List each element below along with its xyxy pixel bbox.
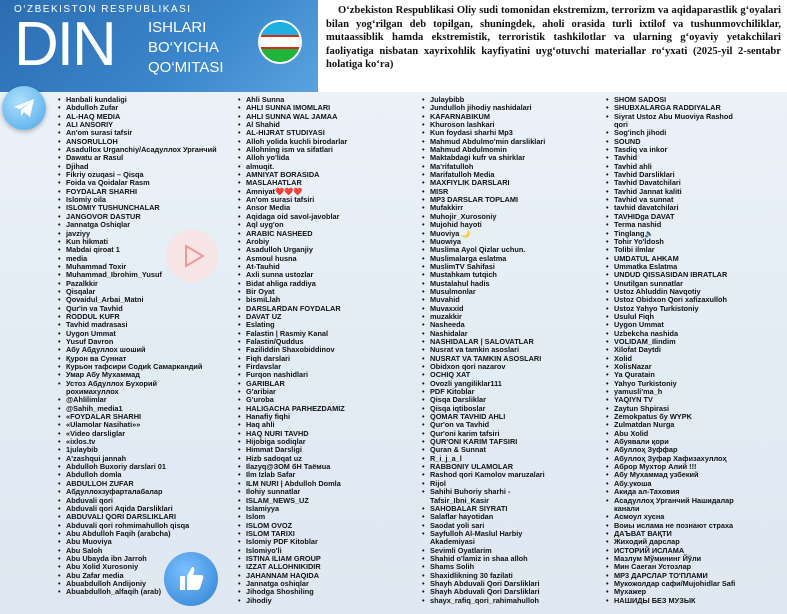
list-item: • Nasheeda (422, 321, 592, 329)
list-item: • Қурон ва Суннат (58, 355, 230, 363)
list-item: • Jannatga Oshiqlar (58, 221, 230, 229)
list-item: • Abu Zafar media (58, 572, 230, 580)
list-item: • Djihad (58, 163, 230, 171)
list-item: • AL-HIJRAT STUDIYASI (238, 129, 408, 137)
list-item: • An'om surasi tafsir (58, 129, 230, 137)
list-item: Akademiyasi (430, 537, 475, 547)
list-item: • Qisqa iqtiboslar (422, 405, 592, 413)
list-item: • ISLOM TARIXI (238, 530, 408, 538)
list-item: • Мукожолдар сафи/Mujohidlar Safi (606, 580, 784, 588)
list-item: • Islomiyo'li (238, 547, 408, 555)
list-item: • Abu Ubayda ibn Jarroh (58, 555, 230, 563)
list-item: • Mabdai qiroat 1 (58, 246, 230, 254)
committee-logo (0, 0, 318, 92)
list-item: • ISLAM_NEWS_UZ (238, 497, 408, 505)
list-item: • Rashod qori Kamolov maruzalari (422, 471, 592, 479)
document-intro (326, 4, 781, 72)
list-item: • Ahli Sunna (238, 96, 408, 104)
list-item: • Quran & Sunnat (422, 446, 592, 454)
list-item: • Акида ал-Таховия (606, 488, 784, 496)
list-item: • Abdulloh domla (58, 471, 230, 479)
list-item: • Marifatulloh Media (422, 171, 592, 179)
list-item: • RODDUL KUFR (58, 313, 230, 321)
list-item: • GARIBLAR (238, 380, 408, 388)
list-item: • Abdulloh Buxoriy darslari 01 (58, 463, 230, 471)
list-item: • МР3 ДАРСЛАР ТО'ПЛАМИ (606, 572, 784, 580)
list-item: • ИСТОРИЙ ИСЛАМА (606, 547, 784, 555)
list-item: • almuqit. (238, 163, 408, 171)
list-item: • UMDATUL AHKAM (606, 255, 784, 263)
materials-list (0, 92, 787, 614)
list-item: • Qur'in va Tavhid (58, 305, 230, 313)
list-item: • At-Tauhid (238, 263, 408, 271)
list-item: • Siyrat Ustoz Abu Muoviya Rashod (606, 113, 784, 121)
list-item: • Falastin | Rasmiy Kanal (238, 330, 408, 338)
list-item: • Abduvali qori Aqida Darsliklari (58, 505, 230, 513)
intro-paragraph: O‘zbekiston Respublikasi Oliy sudi tomonidan ekstremizm, terrorizm va aqidaparastlik g‘oyalari bilan yog‘rilgan deb topilgan, shuningdek, aholi orasida turli ixtilof va tushunmovchiliklar, mutaassiblik hamda ekstremistik, terroristik tashkilotlar va ularning g‘oyaviy yetakchilari faoliyatiga nisbatan xayrixohlik kayfiyatini uyg‘otuvchi materiallar ro‘yxati (2025-yil 2-sentabr holatiga ko‘ra) (326, 5, 781, 70)
list-item: • AMNIYAT BORASIDA (238, 171, 408, 179)
list-item: • Ustoz Obidxon Qori xafizaxulloh (606, 296, 784, 304)
list-item: • Qur'on va Tavhid (422, 421, 592, 429)
list-item: • Kun hikmati (58, 238, 230, 246)
list-item: • SHUBXALARGA RADDIYALAR (606, 104, 784, 112)
list-item: рохимахуллох (66, 387, 119, 397)
list-item: • Hizb sadoqat uz (238, 455, 408, 463)
list-item: • Абуллоҳ Зуфар Хафизахуллоҳ (606, 455, 784, 463)
list-item: • Hijobiga sodiqlar (238, 438, 408, 446)
list-item: • Устоз Абдуллох Бухорий (58, 380, 230, 388)
list-item: • Tavhid madrasasi (58, 321, 230, 329)
list-item: • Qisqa Darsliklar (422, 396, 592, 404)
list-item: • Bidat ahliga raddiya (238, 280, 408, 288)
list-item: • muzakkir (422, 313, 592, 321)
list-item: • Qisqalar (58, 288, 230, 296)
list-item: • Dawatu ar Rasul (58, 154, 230, 162)
list-item: • Hanafiy fiqhi (238, 413, 408, 421)
list-item: • Muhojir_Xurosoniy (422, 213, 592, 221)
list-item: • Tasdiq va inkor (606, 146, 784, 154)
list-item: • Uygon Ummat (606, 321, 784, 329)
list-item: • Zaytun Shpirasi (606, 405, 784, 413)
list-item: • Tavhid Jannat kaliti (606, 188, 784, 196)
list-item: • Muslima Ayol Qizlar uchun. (422, 246, 592, 254)
list-item: • «Ulamolar Nasihati»» (58, 421, 230, 429)
list-item: • media (58, 255, 230, 263)
list-item: • SHOM SADOSI (606, 96, 784, 104)
list-item: • AHLI SUNNA IMOMLARI (238, 104, 408, 112)
list-item: • Muvaxxid (422, 305, 592, 313)
list-item: • Abuabdulloh Andijoniy (58, 580, 230, 588)
list-item: • Abu Xolid (606, 430, 784, 438)
list-item: • «Video darsliglar (58, 430, 230, 438)
list-item: • Tavhid Davatchilari (606, 179, 784, 187)
list-item: • PDF Kitoblar (422, 388, 592, 396)
list-item: • Islamiyya (238, 505, 408, 513)
list-item: • QOMAR TAVHID AHLI (422, 413, 592, 421)
list-item: • Rijol (422, 480, 592, 488)
uzbek-flag-icon (258, 20, 302, 64)
list-item: • Асмоул хусна (606, 513, 784, 521)
list-item: Tafsir_Ibni_Kasir (430, 495, 490, 505)
list-item: • YAQIYN TV (606, 396, 784, 404)
list-item: • Tavhid (606, 154, 784, 162)
list-item: • Shahid o'lamiz in shaa alloh (422, 555, 592, 563)
list-item: • Haq ahli (238, 421, 408, 429)
list-item: • tavhid davatchilari (606, 204, 784, 212)
list-item: • Allohning ism va sifatlari (238, 146, 408, 154)
logo-sub-line-2: BO‘YICHA (148, 39, 219, 56)
list-item: • Ma'rifatulloh (422, 163, 592, 171)
list-item: • FOYDALAR SHARHI (58, 188, 230, 196)
list-item: • Ilm Izlab Safar (238, 471, 408, 479)
list-column-1 (58, 96, 230, 597)
list-item: • Asmoul husna (238, 255, 408, 263)
list-item: • Ya Quratain (606, 371, 784, 379)
list-item: • SAHOBALAR SIYRATI (422, 505, 592, 513)
list-item: • Falastin/Quddus (238, 338, 408, 346)
list-item: • Muoviya 🌙 (422, 230, 592, 238)
list-item: • Абуллоҳ Зуффар (606, 446, 784, 454)
list-item: • НАШИДЫ БЕЗ МУЗЫК (606, 597, 784, 605)
list-item: • Islomiy PDF Kitoblar (238, 538, 408, 546)
list-item: • A'zashqui jannah (58, 455, 230, 463)
list-item: • Uzbekcha nashida (606, 330, 784, 338)
list-item: • G'aribiar (238, 388, 408, 396)
list-item: • Мин Саеган Устозлар (606, 563, 784, 571)
list-item: • Shayh Abduvali Qori Darsliklari (422, 588, 592, 596)
list-item: • DAVAT UZ (238, 313, 408, 321)
list-item: • Tavhid Darsliklari (606, 171, 784, 179)
list-item: • Abduvali qori rohmimahulloh qisqa (58, 522, 230, 530)
list-item: • Mujohid hayoti (422, 221, 592, 229)
list-item: • Kun foydasi sharhi Mp3 (422, 129, 592, 137)
list-item: • bismiLlah (238, 296, 408, 304)
list-item: • XolisNazar (606, 363, 784, 371)
list-item: • NUSRAT VA TAMKIN ASOSLARI (422, 355, 592, 363)
list-item: • UNDUD QISSASIDAN IBRATLAR (606, 271, 784, 279)
list-item: • Foida va Qoidalar Rasm (58, 179, 230, 187)
list-item: • Al Shahid (238, 121, 408, 129)
list-item: • ABDUVALI QORI DARSLIKLARI (58, 513, 230, 521)
list-item: • Умар Абу Мухаммад (58, 371, 230, 379)
list-item: • Firdavslar (238, 363, 408, 371)
list-item: • Islom (238, 513, 408, 521)
list-item: • Tohir Yo'ldosh (606, 238, 784, 246)
list-item: • Sevimli Oyatlarim (422, 547, 592, 555)
list-item: • Ilohiy sunnatlar (238, 488, 408, 496)
list-item: • JAHANNAM HAQIDA (238, 572, 408, 580)
list-item: • Arobiy (238, 238, 408, 246)
list-item: • QUR'ONI KARIM TAFSIRI (422, 438, 592, 446)
list-column-3 (422, 96, 592, 605)
list-item: • Xolid (606, 355, 784, 363)
list-item: • javziyy (58, 230, 230, 238)
list-item: • Jihodga Shoshiling (238, 588, 408, 596)
list-item: • R_i_j_a_l (422, 455, 592, 463)
list-item: • Faziliddin Shaxobiddinov (238, 346, 408, 354)
list-item: • Muhammad Toxir (58, 263, 230, 271)
list-item: • ALI ANSORIY (58, 121, 230, 129)
list-item: • Khuroson lashkari (422, 121, 592, 129)
list-item: • Axli sunna ustozlar (238, 271, 408, 279)
list-item: • MASLAHATLAR (238, 179, 408, 187)
list-item: • Sayfulloh Al-Maslul Harbiy (422, 530, 592, 538)
list-item: • Hanbali kundaligi (58, 96, 230, 104)
list-item: • AL-HAQ MEDIA (58, 113, 230, 121)
list-item: • Tinglang🔈 (606, 230, 784, 238)
list-item: • Aqidaga oid savol-javoblar (238, 213, 408, 221)
list-item: канали (614, 503, 640, 513)
list-item: • Furqon nashidlari (238, 371, 408, 379)
list-item: • Курьон тафсири Содиk Самаркандий (58, 363, 230, 371)
list-item: • Abdulloh Zufar (58, 104, 230, 112)
list-item: • Abu Saloh (58, 547, 230, 555)
list-item: • ABDULLOH ZUFAR (58, 480, 230, 488)
list-item: • Salaflar hayotidan (422, 513, 592, 521)
list-item: • Alloh yo'lida (238, 154, 408, 162)
list-item: • Shams Solih (422, 563, 592, 571)
list-item: • MISR (422, 188, 592, 196)
list-item: • Абу Абдуллох шоший (58, 346, 230, 354)
list-item: • Tavhid va sunnat (606, 196, 784, 204)
list-item: • Jannatga oshiqlar (238, 580, 408, 588)
list-item: • Abu Xolid Xurosoniy (58, 563, 230, 571)
list-item: • Nusrat va tamkin asoslari (422, 346, 592, 354)
list-item: • Mustahkam tutqich (422, 271, 592, 279)
list-item: • Xilofat Daytdi (606, 346, 784, 354)
list-item: • shayx_rafiq_qori_rahimahulloh (422, 597, 592, 605)
list-item: • ДАЪВАТ ВАҚТИ (606, 530, 784, 538)
list-item: • Asadullox Urganchiy/Асадуллох Урганчий (58, 146, 230, 154)
list-item: • MP3 DARSLAR TOPLAMI (422, 196, 592, 204)
list-item: • Ummatka Eslatma (606, 263, 784, 271)
list-item: • An'om surasi tafsiri (238, 196, 408, 204)
list-item: • Мазлум Мўмининг Йўли (606, 555, 784, 563)
list-item: • Abu Muoviya (58, 538, 230, 546)
list-item: • Ustoz Ahluddin Navqotiy (606, 288, 784, 296)
list-item: • 1julaybib (58, 446, 230, 454)
list-item: • Jihodiy (238, 597, 408, 605)
list-item: • ISTINA ILIAM GROUP (238, 555, 408, 563)
list-item: • Zemokpatus бу WYPK (606, 413, 784, 421)
list-item: • Pazalkkir (58, 280, 230, 288)
logo-sub-line-1: ISHLARI (148, 19, 207, 36)
list-item: • Amniyat❤️❤️❤️ (238, 188, 408, 196)
list-item: • RABBONIY ULAMOLAR (422, 463, 592, 471)
list-item: • Islomiy oila (58, 196, 230, 204)
list-item: • Абу Мухаммад узбекий (606, 471, 784, 479)
list-item: • Воиы ислама не познают страха (606, 522, 784, 530)
list-item: • KAFARNABIKUM (422, 113, 592, 121)
list-item: • Fikriy ozuqasi – Qisqa (58, 171, 230, 179)
list-item: • Tolibi ilmlar (606, 246, 784, 254)
list-item: • Абдуллохзуфарталабалар (58, 488, 230, 496)
list-item: • Saodat yoli sari (422, 522, 592, 530)
list-item: qori (614, 120, 628, 130)
list-item: • Мухажер (606, 588, 784, 596)
list-item: • Ansor Media (238, 204, 408, 212)
list-item: • Himmat Darsligi (238, 446, 408, 454)
list-item: • Usulul Fiqh (606, 313, 784, 321)
list-item: • Julaybibb (422, 96, 592, 104)
list-item: • Bir Oyat (238, 288, 408, 296)
list-item: • Aql uyg'on (238, 221, 408, 229)
logo-din: DIN (14, 10, 115, 79)
list-item: • «ixlos.tv (58, 438, 230, 446)
list-item: • Maktabdagi kufr va shirklar (422, 154, 592, 162)
list-item: • Abduvali qori (58, 497, 230, 505)
list-item: • Yusuf Davron (58, 338, 230, 346)
list-item: • Yahyo Turkistoniy (606, 380, 784, 388)
list-item: • @Sahih_media1 (58, 405, 230, 413)
list-item: • NASHIDALAR | SALOVATLAR (422, 338, 592, 346)
list-item: • Terma nashid (606, 221, 784, 229)
list-item: • Abuabdulloh_alfaqih (arab) (58, 588, 230, 596)
list-item: • Ustoz Yahyo Turkistoniy (606, 305, 784, 313)
list-item: • Tavhid ahli (606, 163, 784, 171)
list-item: • JANGOVOR DASTUR (58, 213, 230, 221)
list-item: • Obidxon qori nazarov (422, 363, 592, 371)
list-item: • Eslating (238, 321, 408, 329)
logo-subtitle (148, 18, 224, 78)
list-item: • Sog'inch jihodi (606, 129, 784, 137)
list-item: • Fiqh darslari (238, 355, 408, 363)
list-item: • HALIGACHA PARHEZDAMIZ (238, 405, 408, 413)
list-item: • @Ahlilimlar (58, 396, 230, 404)
list-item: • Qur'oni karim tafsiri (422, 430, 592, 438)
list-item: • OCHIQ XAT (422, 371, 592, 379)
list-item: • Musulmonlar (422, 288, 592, 296)
list-item: • Shaxidlikning 30 fazilati (422, 572, 592, 580)
list-item: • Mahmud Abdulmo'min darsliklari (422, 138, 592, 146)
list-item: • Nashidalar (422, 330, 592, 338)
list-item: • Abu Abdulloh Faqih (arabcha) (58, 530, 230, 538)
list-item: • SOUND (606, 138, 784, 146)
list-item: • Muhammad_Ibrohim_Yusuf (58, 271, 230, 279)
list-item: • IZZAT ALLOHNIKIDIR (238, 563, 408, 571)
list-item: • Ilazyq@ЗОМ бН Таёмuа (238, 463, 408, 471)
list-item: • Muowiya (422, 238, 592, 246)
list-item: • MAXFIYLIK DARSLARI (422, 179, 592, 187)
list-item: • Абуявали қори (606, 438, 784, 446)
list-item: • ILM NURI | Abdulloh Domla (238, 480, 408, 488)
list-item: • Mufakkirr (422, 204, 592, 212)
list-item: • Жиходий дарслар (606, 538, 784, 546)
list-item: • ISLOM OVOZ (238, 522, 408, 530)
logo-sub-line-3: QO‘MITASI (148, 59, 224, 76)
list-item: • Unutilgan sunnatlar (606, 280, 784, 288)
list-item: • Shayh Abduvali Qori Darsliklari (422, 580, 592, 588)
list-item: • «FOYDALAR SHARHI (58, 413, 230, 421)
list-item: • MuslimTV Sahifasi (422, 263, 592, 271)
list-item: • Alloh yolida kuchli birodarlar (238, 138, 408, 146)
list-item: • Mahmud Abdulmomin (422, 146, 592, 154)
list-item: • Muslimalarga eslatma (422, 255, 592, 263)
list-item: • Uygon Ummat (58, 330, 230, 338)
list-item: • Zulmatdan Nurga (606, 421, 784, 429)
list-item: • Muvahid (422, 296, 592, 304)
list-item: • ISLOMIY TUSHUNCHALAR (58, 204, 230, 212)
list-column-2 (238, 96, 408, 605)
list-item: • Qovaidul_Arbai_Matni (58, 296, 230, 304)
list-item: • Асадуллоҳ Урганчий Нашидалар (606, 497, 784, 505)
list-item: • yamusli'ma_h (606, 388, 784, 396)
list-item: • G'uroba (238, 396, 408, 404)
list-item: • DARSLARDAN FOYDALAR (238, 305, 408, 313)
list-item: • VOLIDAM_Ilindim (606, 338, 784, 346)
list-item: • Аброр Мухтор Алий !!! (606, 463, 784, 471)
list-column-4 (606, 96, 784, 605)
list-item: • HAQ NURI TAVHD (238, 430, 408, 438)
list-item: • Sahihi Buhoriy sharhi - (422, 488, 592, 496)
list-item: • Asadulloh Urganjiy (238, 246, 408, 254)
list-item: • ANSORULLOH (58, 138, 230, 146)
list-item: • Mustalahul hadis (422, 280, 592, 288)
list-item: • Jundulloh jihodiy nashidalari (422, 104, 592, 112)
list-item: • Ovozli yangiliklar111 (422, 380, 592, 388)
logo-top-line: O‘ZBEKISTON RESPUBLIKASI (14, 4, 192, 15)
list-item: • ARABIC NASHEED (238, 230, 408, 238)
list-item: • Абу.укоша (606, 480, 784, 488)
list-item: • AHLI SUNNA WAL JAMAA (238, 113, 408, 121)
list-item: • TAVHIDga DAVAT (606, 213, 784, 221)
